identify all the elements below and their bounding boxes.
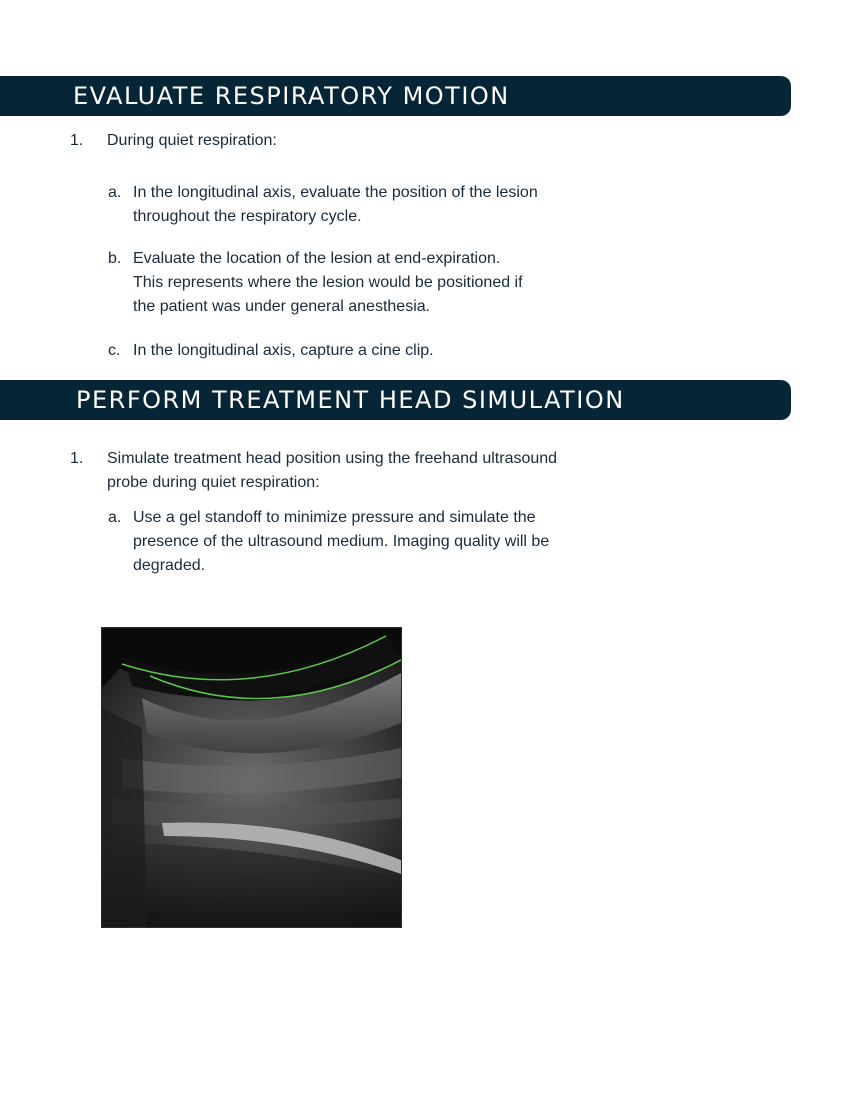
sub-item-text — [133, 181, 613, 229]
sub-item-letter: c. — [108, 342, 121, 359]
text-line: presence of the ultrasound medium. Imaging quality will be — [133, 533, 550, 550]
text-line: Simulate treatment head position using the freehand ultrasound — [107, 450, 558, 467]
section-title: PERFORM TREATMENT HEAD SIMULATION — [76, 386, 625, 414]
ultrasound-scan-graphic — [102, 628, 401, 927]
text-line: throughout the respiratory cycle. — [133, 208, 362, 225]
sub-item-text — [133, 506, 613, 578]
section-header-perform-treatment-head-simulation — [0, 380, 791, 420]
ultrasound-image — [101, 627, 402, 928]
list-number: 1. — [70, 132, 84, 149]
list-item-text: During quiet respiration: — [107, 132, 277, 149]
text-line: Use a gel standoff to minimize pressure and simulate the — [133, 509, 536, 526]
text-line: degraded. — [133, 557, 206, 574]
list-item-text — [107, 447, 627, 495]
text-line: probe during quiet respiration: — [107, 474, 320, 491]
text-line: In the longitudinal axis, evaluate the position of the lesion — [133, 184, 538, 201]
section-title: EVALUATE RESPIRATORY MOTION — [73, 82, 510, 110]
text-line: Evaluate the location of the lesion at end-expiration. — [133, 250, 501, 267]
sub-item-letter: a. — [108, 509, 122, 526]
list-number: 1. — [70, 450, 84, 467]
text-line: the patient was under general anesthesia. — [133, 298, 431, 315]
sub-item-text — [133, 339, 613, 363]
text-line: This represents where the lesion would be positioned if — [133, 274, 523, 291]
sub-item-letter: b. — [108, 250, 122, 267]
text-line: In the longitudinal axis, capture a cine clip. — [133, 342, 434, 359]
sub-item-text — [133, 247, 613, 319]
sub-item-letter: a. — [108, 184, 122, 201]
section-header-evaluate-respiratory-motion — [0, 76, 791, 116]
